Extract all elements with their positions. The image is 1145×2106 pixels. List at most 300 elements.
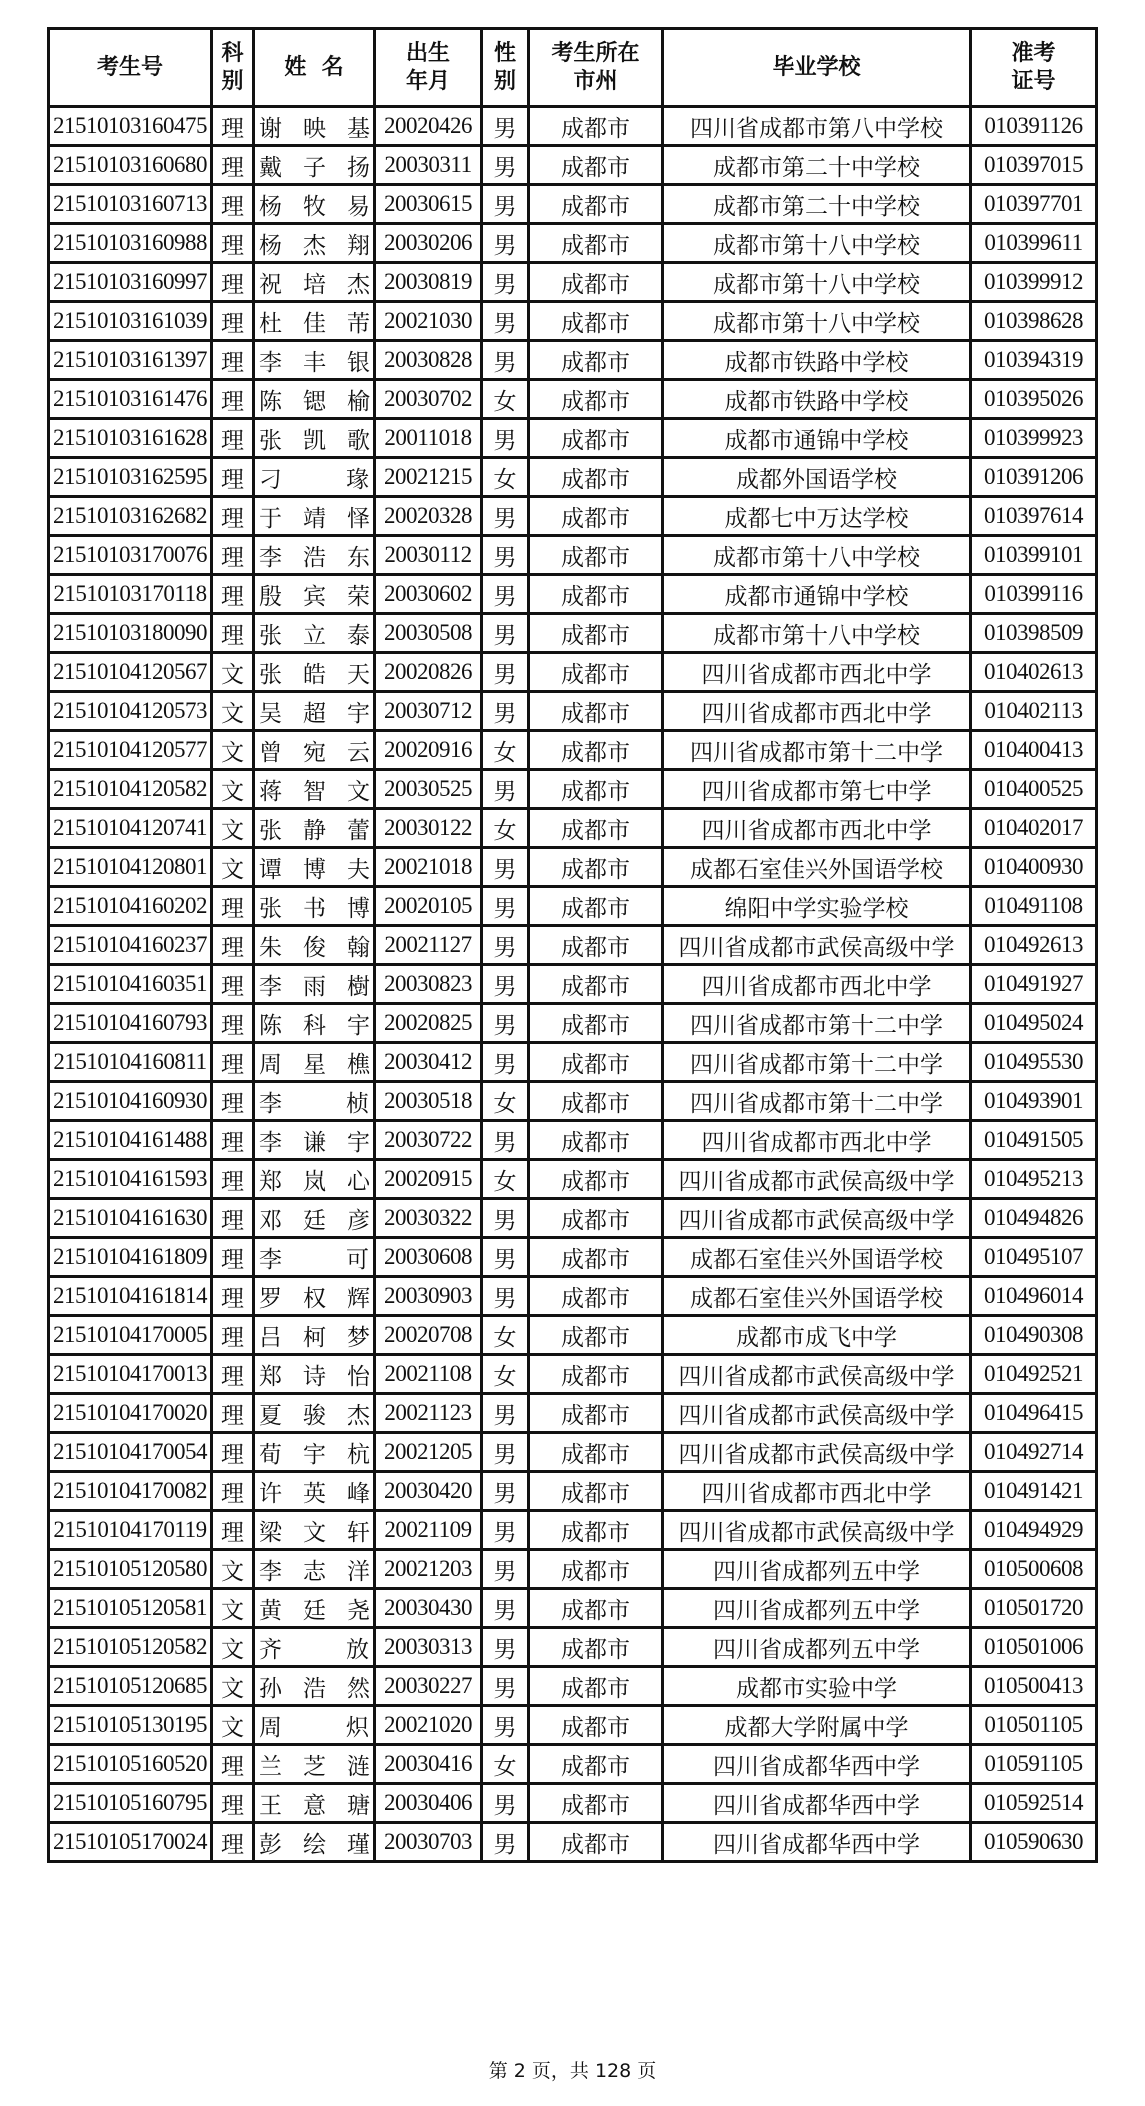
school-cell: 成都市第二十中学校 <box>663 185 971 224</box>
gender-cell: 男 <box>482 419 529 458</box>
header-name: 姓 名 <box>254 29 375 107</box>
table-row <box>49 770 1097 809</box>
gender-cell: 男 <box>482 1433 529 1472</box>
student-name-cell <box>254 458 375 497</box>
birth-date-cell: 20030722 <box>375 1121 482 1160</box>
subject-cell: 理 <box>212 1043 254 1082</box>
student-name-cell <box>254 341 391 380</box>
birth-date-cell: 20030525 <box>375 770 482 809</box>
table-row <box>49 263 1097 302</box>
table-row <box>49 1628 1097 1667</box>
ticket-number-cell: 010592514 <box>971 1784 1097 1823</box>
gender-cell: 男 <box>482 302 529 341</box>
ticket-number-cell: 010399101 <box>971 536 1097 575</box>
student-name-cell <box>254 1043 391 1082</box>
exam-number-cell: 21510104120573 <box>49 692 212 731</box>
student-name-cell <box>254 185 391 224</box>
table-row <box>49 1667 1097 1706</box>
table-row <box>49 731 1097 770</box>
birth-date-cell: 20021018 <box>375 848 482 887</box>
exam-number-cell: 21510105120685 <box>49 1667 212 1706</box>
ticket-number-cell: 010490308 <box>971 1316 1097 1355</box>
student-name-text: 郑岚心 <box>259 1168 391 1194</box>
table-row <box>49 1706 1097 1745</box>
student-name-cell <box>254 1199 391 1238</box>
subject-cell: 理 <box>212 1121 254 1160</box>
table-row <box>49 224 1097 263</box>
student-name-text: 李雨樹 <box>259 973 391 999</box>
table-row <box>49 965 1097 1004</box>
school-cell: 绵阳中学实验学校 <box>663 887 971 926</box>
student-name-text: 陈科宇 <box>259 1012 391 1038</box>
city-cell: 成都市 <box>529 146 663 185</box>
school-cell: 四川省成都市第八中学校 <box>663 107 971 146</box>
gender-cell: 男 <box>482 536 529 575</box>
gender-cell: 男 <box>482 1550 529 1589</box>
student-name-text: 于靖怿 <box>259 505 391 531</box>
subject-cell: 理 <box>212 185 254 224</box>
gender-cell: 男 <box>482 185 529 224</box>
exam-number-cell: 21510104161809 <box>49 1238 212 1277</box>
birth-date-cell: 20030702 <box>375 380 482 419</box>
student-name-text: 祝培杰 <box>259 271 391 297</box>
exam-number-cell: 21510104170013 <box>49 1355 212 1394</box>
school-cell: 成都外国语学校 <box>663 458 971 497</box>
student-name-text: 蒋智文 <box>259 778 391 804</box>
student-name-cell <box>254 614 391 653</box>
table-row <box>49 1238 1097 1277</box>
gender-cell: 男 <box>482 1199 529 1238</box>
school-cell: 四川省成都市第十二中学 <box>663 1082 971 1121</box>
school-cell: 成都市铁路中学校 <box>663 341 971 380</box>
exam-number-cell: 21510104120741 <box>49 809 212 848</box>
birth-date-cell: 20021030 <box>375 302 482 341</box>
student-name-text: 李谦宇 <box>259 1129 391 1155</box>
exam-number-cell: 21510103162595 <box>49 458 212 497</box>
gender-cell: 女 <box>482 458 529 497</box>
city-cell: 成都市 <box>529 731 663 770</box>
school-cell: 四川省成都市第十二中学 <box>663 731 971 770</box>
gender-cell: 男 <box>482 887 529 926</box>
school-cell: 四川省成都华西中学 <box>663 1745 971 1784</box>
school-cell: 四川省成都市第七中学 <box>663 770 971 809</box>
gender-cell: 男 <box>482 1121 529 1160</box>
student-name-text: 李浩东 <box>259 544 391 570</box>
city-cell: 成都市 <box>529 185 663 224</box>
city-cell: 成都市 <box>529 965 663 1004</box>
gender-cell: 男 <box>482 1667 529 1706</box>
exam-number-cell: 21510104161630 <box>49 1199 212 1238</box>
student-name-text: 彭绘瑾 <box>259 1831 391 1857</box>
ticket-number-cell: 010400413 <box>971 731 1097 770</box>
school-cell: 四川省成都市武侯高级中学 <box>663 1199 971 1238</box>
subject-cell: 理 <box>212 380 254 419</box>
school-cell: 四川省成都市武侯高级中学 <box>663 1394 971 1433</box>
student-name-text: 孙浩然 <box>259 1675 391 1701</box>
gender-cell: 男 <box>482 1511 529 1550</box>
ticket-number-cell: 010402113 <box>971 692 1097 731</box>
city-cell: 成都市 <box>529 1472 663 1511</box>
city-cell: 成都市 <box>529 1277 663 1316</box>
exam-number-cell: 21510104160351 <box>49 965 212 1004</box>
gender-cell: 女 <box>482 1316 529 1355</box>
birth-date-cell: 20030412 <box>375 1043 482 1082</box>
birth-date-cell: 20030227 <box>375 1667 482 1706</box>
student-name-text: 张凯歌 <box>259 427 391 453</box>
exam-number-cell: 21510104170119 <box>49 1511 212 1550</box>
city-cell: 成都市 <box>529 224 663 263</box>
gender-cell: 女 <box>482 1745 529 1784</box>
city-cell: 成都市 <box>529 1823 663 1862</box>
subject-cell: 理 <box>212 497 254 536</box>
school-cell: 成都市成飞中学 <box>663 1316 971 1355</box>
table-row <box>49 692 1097 731</box>
school-cell: 成都市第十八中学校 <box>663 302 971 341</box>
exam-number-cell: 21510105120582 <box>49 1628 212 1667</box>
exam-number-cell: 21510103160713 <box>49 185 212 224</box>
birth-date-cell: 20011018 <box>375 419 482 458</box>
table-row <box>49 1004 1097 1043</box>
student-name-cell <box>254 497 391 536</box>
city-cell: 成都市 <box>529 1160 663 1199</box>
school-cell: 四川省成都市第十二中学 <box>663 1043 971 1082</box>
city-cell: 成都市 <box>529 1394 663 1433</box>
student-name-cell <box>254 1004 391 1043</box>
ticket-number-cell: 010501720 <box>971 1589 1097 1628</box>
student-name-cell <box>254 1121 391 1160</box>
subject-cell: 理 <box>212 107 254 146</box>
student-name-text: 张静蕾 <box>259 817 391 843</box>
school-cell: 成都市第十八中学校 <box>663 263 971 302</box>
birth-date-cell: 20030602 <box>375 575 482 614</box>
table-row <box>49 302 1097 341</box>
gender-cell: 男 <box>482 653 529 692</box>
table-row <box>49 887 1097 926</box>
table-row <box>49 536 1097 575</box>
gender-cell: 男 <box>482 692 529 731</box>
exam-number-cell: 21510103162682 <box>49 497 212 536</box>
subject-cell: 理 <box>212 1823 254 1862</box>
exam-number-cell: 21510103180090 <box>49 614 212 653</box>
subject-cell: 文 <box>212 692 254 731</box>
subject-cell: 理 <box>212 1355 254 1394</box>
birth-date-cell: 20021020 <box>375 1706 482 1745</box>
student-name-cell <box>254 380 391 419</box>
gender-cell: 男 <box>482 1472 529 1511</box>
subject-cell: 理 <box>212 1277 254 1316</box>
city-cell: 成都市 <box>529 1550 663 1589</box>
subject-cell: 理 <box>212 263 254 302</box>
city-cell: 成都市 <box>529 926 663 965</box>
subject-cell: 理 <box>212 536 254 575</box>
table-row <box>49 1277 1097 1316</box>
gender-cell: 男 <box>482 1823 529 1862</box>
table-row <box>49 1589 1097 1628</box>
ticket-number-cell: 010398509 <box>971 614 1097 653</box>
ticket-number-cell: 010402017 <box>971 809 1097 848</box>
student-name-cell <box>254 1160 391 1199</box>
city-cell: 成都市 <box>529 263 663 302</box>
subject-cell: 文 <box>212 1706 254 1745</box>
school-cell: 成都市第十八中学校 <box>663 614 971 653</box>
exam-number-cell: 21510104160237 <box>49 926 212 965</box>
subject-cell: 理 <box>212 1472 254 1511</box>
student-name-cell <box>254 1706 375 1745</box>
exam-number-cell: 21510105160520 <box>49 1745 212 1784</box>
gender-cell: 男 <box>482 926 529 965</box>
exam-number-cell: 21510105120581 <box>49 1589 212 1628</box>
subject-cell: 文 <box>212 1589 254 1628</box>
city-cell: 成都市 <box>529 614 663 653</box>
exam-number-cell: 21510105120580 <box>49 1550 212 1589</box>
table-row <box>49 848 1097 887</box>
city-cell: 成都市 <box>529 1784 663 1823</box>
subject-cell: 文 <box>212 653 254 692</box>
city-cell: 成都市 <box>529 1589 663 1628</box>
subject-cell: 理 <box>212 302 254 341</box>
student-name-text: 张皓天 <box>259 661 391 687</box>
student-name-text: 吕柯梦 <box>259 1324 391 1350</box>
table-row <box>49 146 1097 185</box>
ticket-number-cell: 010391126 <box>971 107 1097 146</box>
city-cell: 成都市 <box>529 1628 663 1667</box>
birth-date-cell: 20030712 <box>375 692 482 731</box>
ticket-number-cell: 010492714 <box>971 1433 1097 1472</box>
student-name-text: 荀宇杭 <box>259 1441 391 1467</box>
gender-cell: 男 <box>482 575 529 614</box>
student-name-cell <box>254 731 391 770</box>
gender-cell: 男 <box>482 224 529 263</box>
table-row <box>49 1433 1097 1472</box>
table-row <box>49 614 1097 653</box>
student-name-cell <box>254 107 391 146</box>
student-name-cell <box>254 1784 391 1823</box>
city-cell: 成都市 <box>529 809 663 848</box>
school-cell: 成都市铁路中学校 <box>663 380 971 419</box>
exam-number-cell: 21510105160795 <box>49 1784 212 1823</box>
subject-cell: 文 <box>212 809 254 848</box>
birth-date-cell: 20030430 <box>375 1589 482 1628</box>
city-cell: 成都市 <box>529 887 663 926</box>
gender-cell: 男 <box>482 1589 529 1628</box>
school-cell: 成都市通锦中学校 <box>663 575 971 614</box>
subject-cell: 理 <box>212 575 254 614</box>
exam-number-cell: 21510104170005 <box>49 1316 212 1355</box>
ticket-number-cell: 010500413 <box>971 1667 1097 1706</box>
city-cell: 成都市 <box>529 341 663 380</box>
gender-cell: 男 <box>482 1043 529 1082</box>
subject-cell: 理 <box>212 614 254 653</box>
city-cell: 成都市 <box>529 1043 663 1082</box>
school-cell: 四川省成都市武侯高级中学 <box>663 926 971 965</box>
student-name-cell <box>254 926 391 965</box>
exam-number-cell: 21510104170054 <box>49 1433 212 1472</box>
school-cell: 四川省成都列五中学 <box>663 1589 971 1628</box>
ticket-number-cell: 010491505 <box>971 1121 1097 1160</box>
city-cell: 成都市 <box>529 536 663 575</box>
student-name-text: 曾宛云 <box>259 739 391 765</box>
student-name-cell <box>254 1823 391 1862</box>
ticket-number-cell: 010501006 <box>971 1628 1097 1667</box>
subject-cell: 理 <box>212 1004 254 1043</box>
gender-cell: 男 <box>482 1628 529 1667</box>
subject-cell: 文 <box>212 1667 254 1706</box>
gender-cell: 女 <box>482 1082 529 1121</box>
exam-number-cell: 21510104161488 <box>49 1121 212 1160</box>
birth-date-cell: 20021127 <box>375 926 482 965</box>
student-name-text: 郑诗怡 <box>259 1363 391 1389</box>
school-cell: 四川省成都华西中学 <box>663 1823 971 1862</box>
exam-number-cell: 21510104161593 <box>49 1160 212 1199</box>
exam-number-cell: 21510103160680 <box>49 146 212 185</box>
table-row <box>49 1316 1097 1355</box>
student-name-cell <box>254 1628 375 1667</box>
gender-cell: 女 <box>482 380 529 419</box>
city-cell: 成都市 <box>529 1121 663 1160</box>
birth-date-cell: 20030828 <box>375 341 482 380</box>
student-name-text: 邓廷彦 <box>259 1207 391 1233</box>
exam-number-cell: 21510104160930 <box>49 1082 212 1121</box>
subject-cell: 理 <box>212 1433 254 1472</box>
ticket-number-cell: 010495213 <box>971 1160 1097 1199</box>
exam-number-cell: 21510105130195 <box>49 1706 212 1745</box>
student-name-cell <box>254 1316 391 1355</box>
birth-date-cell: 20021109 <box>375 1511 482 1550</box>
ticket-number-cell: 010397015 <box>971 146 1097 185</box>
city-cell: 成都市 <box>529 302 663 341</box>
gender-cell: 男 <box>482 263 529 302</box>
subject-cell: 理 <box>212 1238 254 1277</box>
ticket-number-cell: 010501105 <box>971 1706 1097 1745</box>
subject-cell: 理 <box>212 1394 254 1433</box>
student-name-cell <box>254 224 391 263</box>
table-row <box>49 1823 1097 1862</box>
ticket-number-cell: 010397701 <box>971 185 1097 224</box>
city-cell: 成都市 <box>529 1004 663 1043</box>
birth-date-cell: 20030518 <box>375 1082 482 1121</box>
birth-date-cell: 20030608 <box>375 1238 482 1277</box>
student-name-cell <box>254 419 391 458</box>
exam-number-cell: 21510104170020 <box>49 1394 212 1433</box>
birth-date-cell: 20030322 <box>375 1199 482 1238</box>
school-cell: 成都市实验中学 <box>663 1667 971 1706</box>
table-row <box>49 419 1097 458</box>
table-header-row <box>49 29 1097 107</box>
ticket-number-cell: 010399116 <box>971 575 1097 614</box>
student-name-cell <box>254 1589 391 1628</box>
ticket-number-cell: 010491927 <box>971 965 1097 1004</box>
city-cell: 成都市 <box>529 692 663 731</box>
student-name-cell <box>254 263 391 302</box>
school-cell: 四川省成都市西北中学 <box>663 653 971 692</box>
ticket-number-cell: 010492521 <box>971 1355 1097 1394</box>
exam-number-cell: 21510103161476 <box>49 380 212 419</box>
exam-number-cell: 21510103160988 <box>49 224 212 263</box>
exam-number-cell: 21510104170082 <box>49 1472 212 1511</box>
school-cell: 四川省成都列五中学 <box>663 1628 971 1667</box>
ticket-number-cell: 010494929 <box>971 1511 1097 1550</box>
table-row <box>49 1199 1097 1238</box>
subject-cell: 理 <box>212 341 254 380</box>
city-cell: 成都市 <box>529 1511 663 1550</box>
table-row <box>49 1082 1097 1121</box>
ticket-number-cell: 010399923 <box>971 419 1097 458</box>
ticket-number-cell: 010400525 <box>971 770 1097 809</box>
birth-date-cell: 20030311 <box>375 146 482 185</box>
city-cell: 成都市 <box>529 107 663 146</box>
gender-cell: 男 <box>482 1277 529 1316</box>
city-cell: 成都市 <box>529 1706 663 1745</box>
ticket-number-cell: 010494826 <box>971 1199 1097 1238</box>
birth-date-cell: 20030420 <box>375 1472 482 1511</box>
table-row <box>49 107 1097 146</box>
school-cell: 四川省成都市武侯高级中学 <box>663 1160 971 1199</box>
ticket-number-cell: 010400930 <box>971 848 1097 887</box>
school-cell: 四川省成都市武侯高级中学 <box>663 1355 971 1394</box>
city-cell: 成都市 <box>529 1667 663 1706</box>
table-row <box>49 1784 1097 1823</box>
student-name-cell <box>254 653 391 692</box>
subject-cell: 文 <box>212 770 254 809</box>
city-cell: 成都市 <box>529 497 663 536</box>
table-row <box>49 1394 1097 1433</box>
student-name-text: 黄廷尧 <box>259 1597 391 1623</box>
subject-cell: 理 <box>212 1745 254 1784</box>
page-number: 第 2 页，共 128 页 <box>488 2060 657 2082</box>
student-name-text: 李 桢 <box>259 1090 369 1116</box>
school-cell: 四川省成都市武侯高级中学 <box>663 1433 971 1472</box>
city-cell: 成都市 <box>529 1355 663 1394</box>
student-name-text: 朱俊翰 <box>259 934 391 960</box>
student-name-cell <box>254 848 391 887</box>
student-name-text: 殷宾荣 <box>259 583 391 609</box>
exam-number-cell: 21510104120582 <box>49 770 212 809</box>
school-cell: 四川省成都市西北中学 <box>663 965 971 1004</box>
table-row <box>49 1472 1097 1511</box>
gender-cell: 男 <box>482 1238 529 1277</box>
student-name-cell <box>254 1277 391 1316</box>
student-name-cell <box>254 1745 391 1784</box>
exam-number-cell: 21510103160475 <box>49 107 212 146</box>
student-name-text: 张书博 <box>259 895 391 921</box>
table-row <box>49 575 1097 614</box>
subject-cell: 理 <box>212 887 254 926</box>
gender-cell: 女 <box>482 731 529 770</box>
subject-cell: 理 <box>212 1316 254 1355</box>
gender-cell: 男 <box>482 107 529 146</box>
ticket-number-cell: 010495024 <box>971 1004 1097 1043</box>
school-cell: 四川省成都市武侯高级中学 <box>663 1511 971 1550</box>
school-cell: 成都市通锦中学校 <box>663 419 971 458</box>
birth-date-cell: 20020708 <box>375 1316 482 1355</box>
school-cell: 成都大学附属中学 <box>663 1706 971 1745</box>
birth-date-cell: 20030313 <box>375 1628 482 1667</box>
birth-date-cell: 20030508 <box>375 614 482 653</box>
subject-cell: 理 <box>212 1160 254 1199</box>
school-cell: 成都石室佳兴外国语学校 <box>663 1277 971 1316</box>
student-name-cell <box>254 692 391 731</box>
birth-date-cell: 20021203 <box>375 1550 482 1589</box>
birth-date-cell: 20021215 <box>375 458 482 497</box>
student-name-text: 李 可 <box>259 1246 369 1272</box>
exam-number-cell: 21510104160202 <box>49 887 212 926</box>
header-subject: 科别 <box>212 29 254 107</box>
subject-cell: 文 <box>212 1628 254 1667</box>
subject-cell: 理 <box>212 926 254 965</box>
school-cell: 成都市第十八中学校 <box>663 224 971 263</box>
student-name-text: 张立泰 <box>259 622 391 648</box>
ticket-number-cell: 010398628 <box>971 302 1097 341</box>
